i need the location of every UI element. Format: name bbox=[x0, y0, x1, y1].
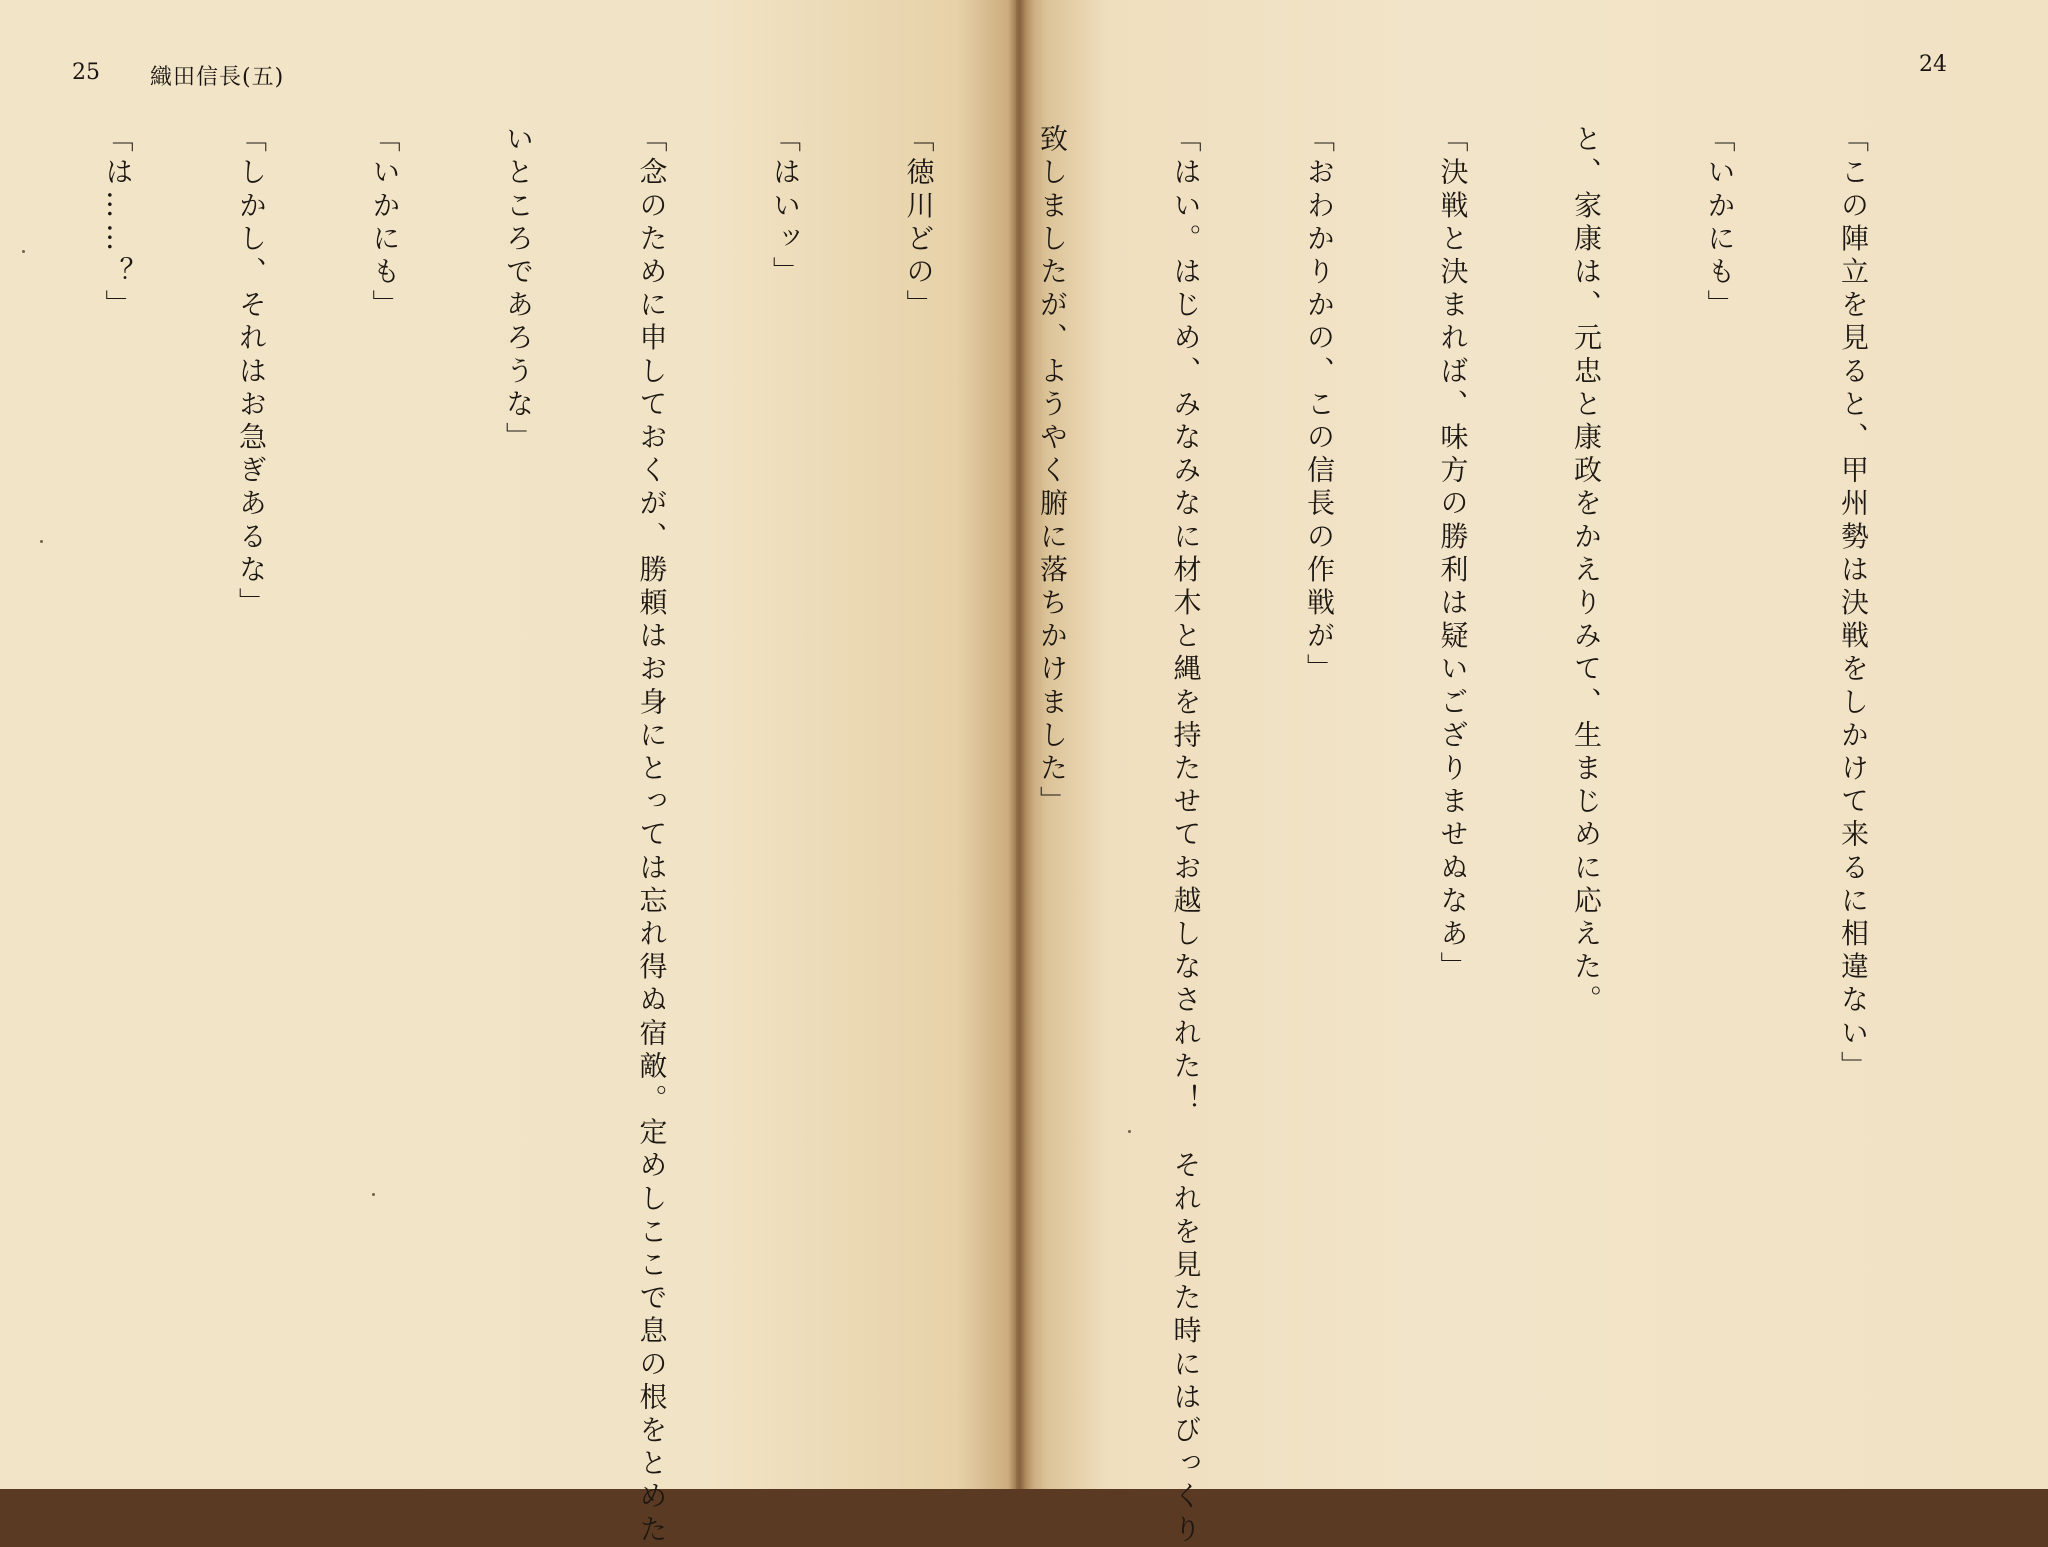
paper-speck bbox=[40, 540, 43, 543]
text-line: 「しかし、それはお急ぎあるな」 bbox=[235, 124, 268, 621]
left-page-number: 25 bbox=[72, 60, 100, 85]
running-title: 織田信長(五) bbox=[150, 65, 285, 90]
text-line: と、家康は、元忠と康政をかえりみて、生まじめに応えた。 bbox=[1570, 124, 1603, 1018]
text-line: いところであろうな」 bbox=[502, 124, 535, 455]
right-page-number: 24 bbox=[1919, 52, 1947, 77]
text-line: 「念のために申しておくが、勝頼はお身にとっては忘れ得ぬ宿敵。定めしここで息の根をとめた bbox=[635, 124, 669, 1547]
text-line: 「おわかりかの、この信長の作戦が」 bbox=[1303, 124, 1336, 687]
text-line: 「決戦と決まれば、味方の勝利は疑いござりませぬなあ」 bbox=[1436, 124, 1470, 985]
text-line: 「徳川どの」 bbox=[902, 124, 936, 323]
paper-speck bbox=[372, 1193, 375, 1196]
text-line: 「いかにも」 bbox=[368, 124, 402, 323]
paper-speck bbox=[1128, 1130, 1131, 1133]
text-line: 「いかにも」 bbox=[1703, 124, 1737, 323]
paper-speck bbox=[22, 250, 25, 253]
text-line: 致しましたが、ようやく腑に落ちかけました」 bbox=[1036, 124, 1069, 820]
text-line: 「はいッ」 bbox=[769, 124, 802, 290]
text-line: 「はい。はじめ、みなみなに材木と縄を持たせてお越しなされた！ それを見た時にはびっくり bbox=[1169, 124, 1203, 1547]
text-line: 「この陣立を見ると、甲州勢は決戦をしかけて来るに相違ない」 bbox=[1837, 124, 1870, 1084]
text-line: 「は……？」 bbox=[101, 124, 135, 323]
right-page-text bbox=[101, 124, 1964, 1547]
text-line bbox=[0, 124, 6, 1494]
